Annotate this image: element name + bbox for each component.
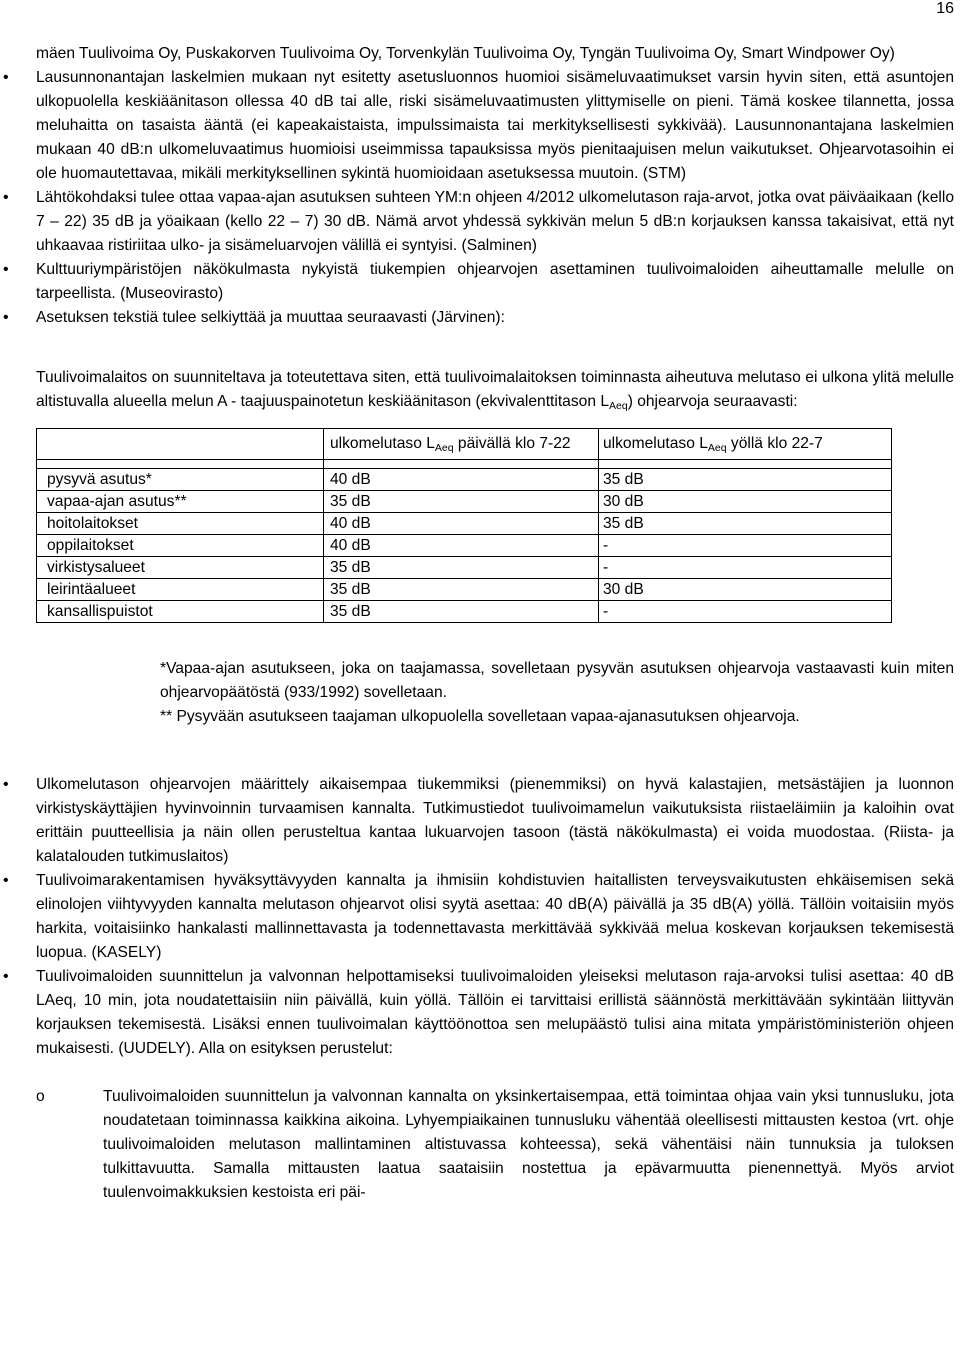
- table-header-empty: [37, 429, 324, 460]
- table-gap-cell: [324, 460, 599, 469]
- list-item: • Tuulivoimaloiden suunnittelun ja valvonnan helpottamiseksi tuulivoimaloiden yleiseksi melutason raja-arvoksi tulisi asettaa: 40 dB LAeq, 10 min, jota noudatettaisiin niin päivällä, kuin yöllä. Tällöin ei tarvittaisi erillistä säännöstä merkittävään sykintään liittyvän korjauksen tekemisestä. Lisäksi ennen tuulivoimalan käyttöönottoa sen melupäästö tulisi aina mitata ympäristöministeriön ohjeen mukaisesti. (UUDELY). Alla on esityksen perustelut:: [36, 965, 954, 1061]
- table-cell-night: -: [599, 601, 892, 623]
- list-item: • Ulkomelutason ohjearvojen määrittely aikaisempaa tiukemmiksi (pienemmiksi) on hyvä kalastajien, metsästäjien ja luonnon virkistyskäyttäjien hyvinvoinnin turvaamisen kannalta. Tutkimustiedot tuulivoimamelun vaikutuksista riistaeläimiin ja kaloihin ovat erittäin puutteellisia ja näin ollen perusteltua kantaa lukuarvojen tasoon (tästä näkökulmasta) ei voida muodostaa. (Riista- ja kalatalouden tutkimuslaitos): [36, 773, 954, 869]
- table-cell-day: 40 dB: [324, 469, 599, 491]
- table-cell-day: 35 dB: [324, 601, 599, 623]
- table-cell-day: 35 dB: [324, 557, 599, 579]
- table-cell-area: oppilaitokset: [37, 535, 324, 557]
- table-cell-night: -: [599, 535, 892, 557]
- proposed-text-part2: ) ohjearvoja seuraavasti:: [627, 393, 798, 410]
- table-cell-night: -: [599, 557, 892, 579]
- table-cell-day: 40 dB: [324, 535, 599, 557]
- table-cell-night: 35 dB: [599, 469, 892, 491]
- footnote: ** Pysyvään asutukseen taajaman ulkopuolella sovelletaan vapaa-ajanasutuksen ohjearvoja.: [160, 708, 800, 725]
- table-row: [37, 535, 892, 557]
- spacer: [36, 330, 954, 354]
- header-night-suffix: yöllä klo 22-7: [726, 435, 823, 452]
- proposed-text-part1: Tuulivoimalaitos on suunniteltava ja toteutettava siten, että tuulivoimalaitoksen toiminnasta aiheutuva melutaso ei ulkona ylitä melulle altistuvalla alueella melun A - taajuuspainotetun keskiäänitason (ekvivalenttitason L: [36, 369, 954, 410]
- spacer: [36, 729, 954, 773]
- spacer: [36, 1061, 954, 1085]
- table-cell-day: 35 dB: [324, 579, 599, 601]
- table-cell-area: pysyvä asutus*: [37, 469, 324, 491]
- sub-list-item: o Tuulivoimaloiden suunnittelun ja valvonnan kannalta on yksinkertaisempaa, että toimintaa ohjaa vain yksi tunnusluku, jota noudatetaan toiminnassa kaikkina aikoina. Lyhyempiaikainen tunnusluku vähentää oleellisesti mittausten kestoa (vrt. ohje tuulivoimaloiden melutason mallintaminen altistuvassa kohteessa), sekä vähentäisi näin tunnuksia ja tuloksen tulkittavuutta. Samalla mittausten laatua saataisiin nostettua ja epävarmuutta pienennettyä. Myös arviot tuulenvoimakkuksien kestoista eri päi-: [103, 1085, 954, 1205]
- table-header-day: [324, 429, 599, 460]
- proposed-text-paragraph: [36, 366, 954, 414]
- table-cell-night: 30 dB: [599, 491, 892, 513]
- table-row: [37, 513, 892, 535]
- table-cell-night: 35 dB: [599, 513, 892, 535]
- header-day-prefix: ulkomelutaso L: [330, 435, 435, 452]
- list-item: • Tuulivoimarakentamisen hyväksyttävyyden kannalta ja ihmisiin kohdistuvien haitallisten terveysvaikutusten ehkäisemisen sekä elinolojen viihtyvyyden kannalta melutason ohjearvot olisi syytä asettaa: 40 dB(A) päivällä ja 35 dB(A) yöllä. Tällöin voitaisiin myös harkita, voitaisiinko hankalasti mallinnettavasta ja todennettavasta merkittävää sykkivää melua koskevan korjauksen tekemisestä luopua. (KASELY): [36, 869, 954, 965]
- list-item: • Kulttuuriympäristöjen näkökulmasta nykyistä tiukempien ohjearvojen asettaminen tuulivoimaloiden aiheuttamalle melulle on tarpeellista. (Museovirasto): [36, 258, 954, 306]
- table-gap-cell: [599, 460, 892, 469]
- table-cell-area: leirintäalueet: [37, 579, 324, 601]
- bullet-list-top: [36, 66, 954, 330]
- table-row: [37, 469, 892, 491]
- table-header-row: [37, 429, 892, 460]
- header-night-prefix: ulkomelutaso L: [603, 435, 708, 452]
- table-cell-day: 35 dB: [324, 491, 599, 513]
- table-cell-area: vapaa-ajan asutus**: [37, 491, 324, 513]
- table-cell-area: kansallispuistot: [37, 601, 324, 623]
- table-row: [37, 601, 892, 623]
- table-cell-day: 40 dB: [324, 513, 599, 535]
- bullet-list-bottom: [36, 773, 954, 1061]
- table-row: [37, 491, 892, 513]
- table-cell-night: 30 dB: [599, 579, 892, 601]
- footnote: *Vapaa-ajan asutukseen, joka on taajamassa, sovelletaan pysyvän asutuksen ohjearvoja vastaavasti kuin miten ohjearvopäätöstä (933/1992) sovelletaan.: [160, 660, 954, 701]
- list-item: • Lähtökohdaksi tulee ottaa vapaa-ajan asutuksen suhteen YM:n ohjeen 4/2012 ulkomelutason raja-arvot, jotka ovat päiväaikaan (kello 7 – 22) 35 dB ja yöaikaan (kello 22 – 7) 30 dB. Nämä arvot yhdessä sykkivän melun 5 dB:n korjauksen kanssa takaisivat, että nyt uhkaavaa ristiriitaa ulko- ja sisämeluarvojen välillä ei syntyisi. (Salminen): [36, 186, 954, 258]
- header-night-sub: Aeq: [707, 442, 727, 454]
- table-cell-area: virkistysalueet: [37, 557, 324, 579]
- sub-bullet-list: [36, 1085, 954, 1205]
- list-item: • Lausunnonantajan laskelmien mukaan nyt esitetty asetusluonnos huomioi sisämeluvaatimukset varsin hyvin siten, että asuntojen ulkopuolella keskiäänitason ollessa 40 dB tai alle, riski sisämeluvaatimusten ylittymiselle on pieni. Tämä koskee tilannetta, jossa meluhaitta on tasaista ääntä (ei kapeakaistaista, impulssimaista tai merkityksellisesti sykkivää). Lausunnonantajana laskelmien mukaan 40 dB:n ulkomeluvaatimus huomioisi useimmissa tapauksissa myös pienitaajuisen melun vaikutukset. Ohjearvotasoihin ei ole huomautettavaa, mikäli merkityksellinen sykintä huomioidaan asetuksessa muutoin. (STM): [36, 66, 954, 186]
- intro-paragraph: mäen Tuulivoima Oy, Puskakorven Tuulivoima Oy, Torvenkylän Tuulivoima Oy, Tyngän Tuulivoima Oy, Smart Windpower Oy): [36, 45, 895, 62]
- table-row: [37, 579, 892, 601]
- table-gap-row: [37, 460, 892, 469]
- document-body: [36, 42, 954, 1205]
- table-footnotes: [160, 657, 954, 729]
- table-gap-cell: [37, 460, 324, 469]
- table-cell-area: hoitolaitokset: [37, 513, 324, 535]
- page-number: 16: [936, 0, 954, 17]
- noise-limit-table: [36, 428, 892, 623]
- header-day-suffix: päivällä klo 7-22: [453, 435, 571, 452]
- proposed-text-subscript: Aeq: [609, 400, 628, 412]
- table-header-night: [599, 429, 892, 460]
- table-row: [37, 557, 892, 579]
- header-day-sub: Aeq: [434, 442, 454, 454]
- list-item: • Asetuksen tekstiä tulee selkiyttää ja muuttaa seuraavasti (Järvinen):: [36, 306, 954, 330]
